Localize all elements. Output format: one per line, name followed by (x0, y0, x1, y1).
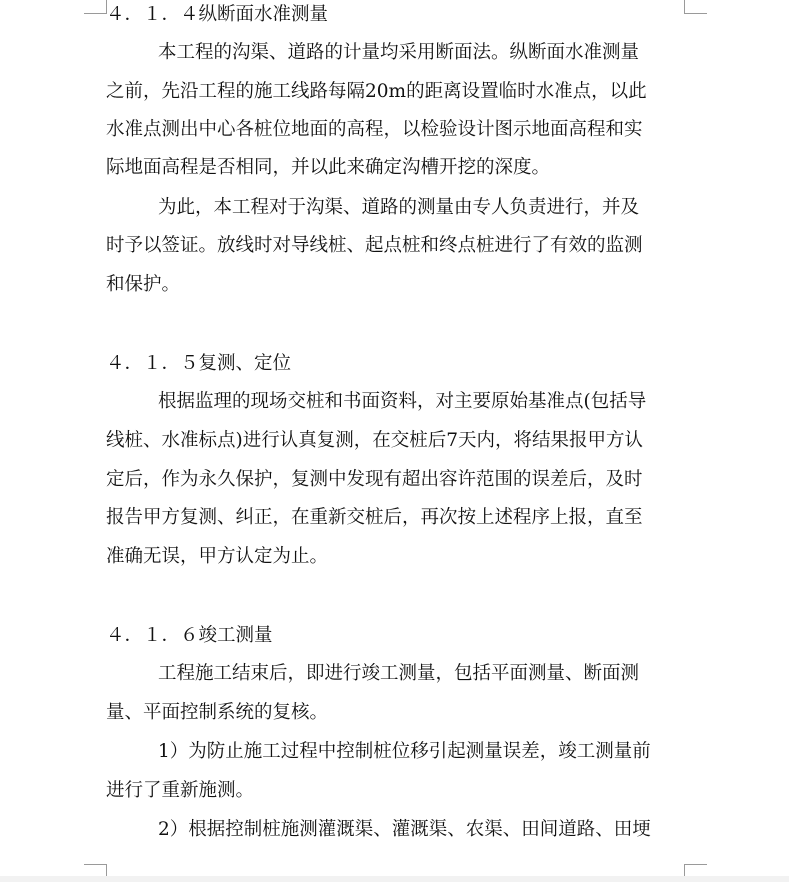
paragraph-line: 水准点测出中心各桩位地面的高程，以检验设计图示地面高程和实 (106, 119, 643, 140)
paragraph-line: 根据监理的现场交桩和书面资料，对主要原始基准点(包括导 (158, 391, 647, 412)
paragraph-line: 为此，本工程对于沟渠、道路的测量由专人负责进行，并及 (158, 197, 640, 218)
paragraph-line: 和保护。 (106, 274, 181, 295)
paragraph-line: 际地面高程是否相同，并以此来确定沟槽开挖的深度。 (106, 157, 551, 178)
crop-mark-top-right (684, 0, 707, 14)
paragraph-line: 本工程的沟渠、道路的计量均采用断面法。纵断面水准测量 (158, 42, 640, 63)
crop-mark-top-left (84, 0, 107, 14)
section-heading: ４．１．５复测、定位 (106, 353, 292, 374)
section-heading: ４．１．４纵断面水准测量 (106, 4, 329, 25)
list-item-line: 2）根据控制桩施测灌溉渠、灌溉渠、农渠、田间道路、田埂 (158, 819, 651, 840)
list-item-line: 进行了重新施测。 (106, 780, 255, 801)
paragraph-line: 线桩、水准标点)进行认真复测，在交桩后7天内，将结果报甲方认 (106, 430, 643, 451)
list-item-line: 1）为防止施工过程中控制桩位移引起测量误差，竣工测量前 (158, 741, 651, 762)
paragraph-line: 之前，先沿工程的施工线路每隔20m的距离设置临时水准点，以此 (106, 81, 647, 102)
paragraph-line: 时予以签证。放线时对导线桩、起点桩和终点桩进行了有效的监测 (106, 235, 643, 256)
paragraph-line: 工程施工结束后，即进行竣工测量，包括平面测量、断面测 (158, 663, 640, 684)
section-heading: ４．１．６竣工测量 (106, 625, 273, 646)
paragraph-line: 报告甲方复测、纠正，在重新交桩后，再次按上述程序上报，直至 (106, 507, 643, 528)
page-gap (0, 876, 789, 882)
paragraph-line: 定后，作为永久保护，复测中发现有超出容许范围的误差后，及时 (106, 469, 643, 490)
paragraph-line: 量、平面控制系统的复核。 (106, 702, 329, 723)
paragraph-line: 准确无误，甲方认定为止。 (106, 546, 329, 567)
